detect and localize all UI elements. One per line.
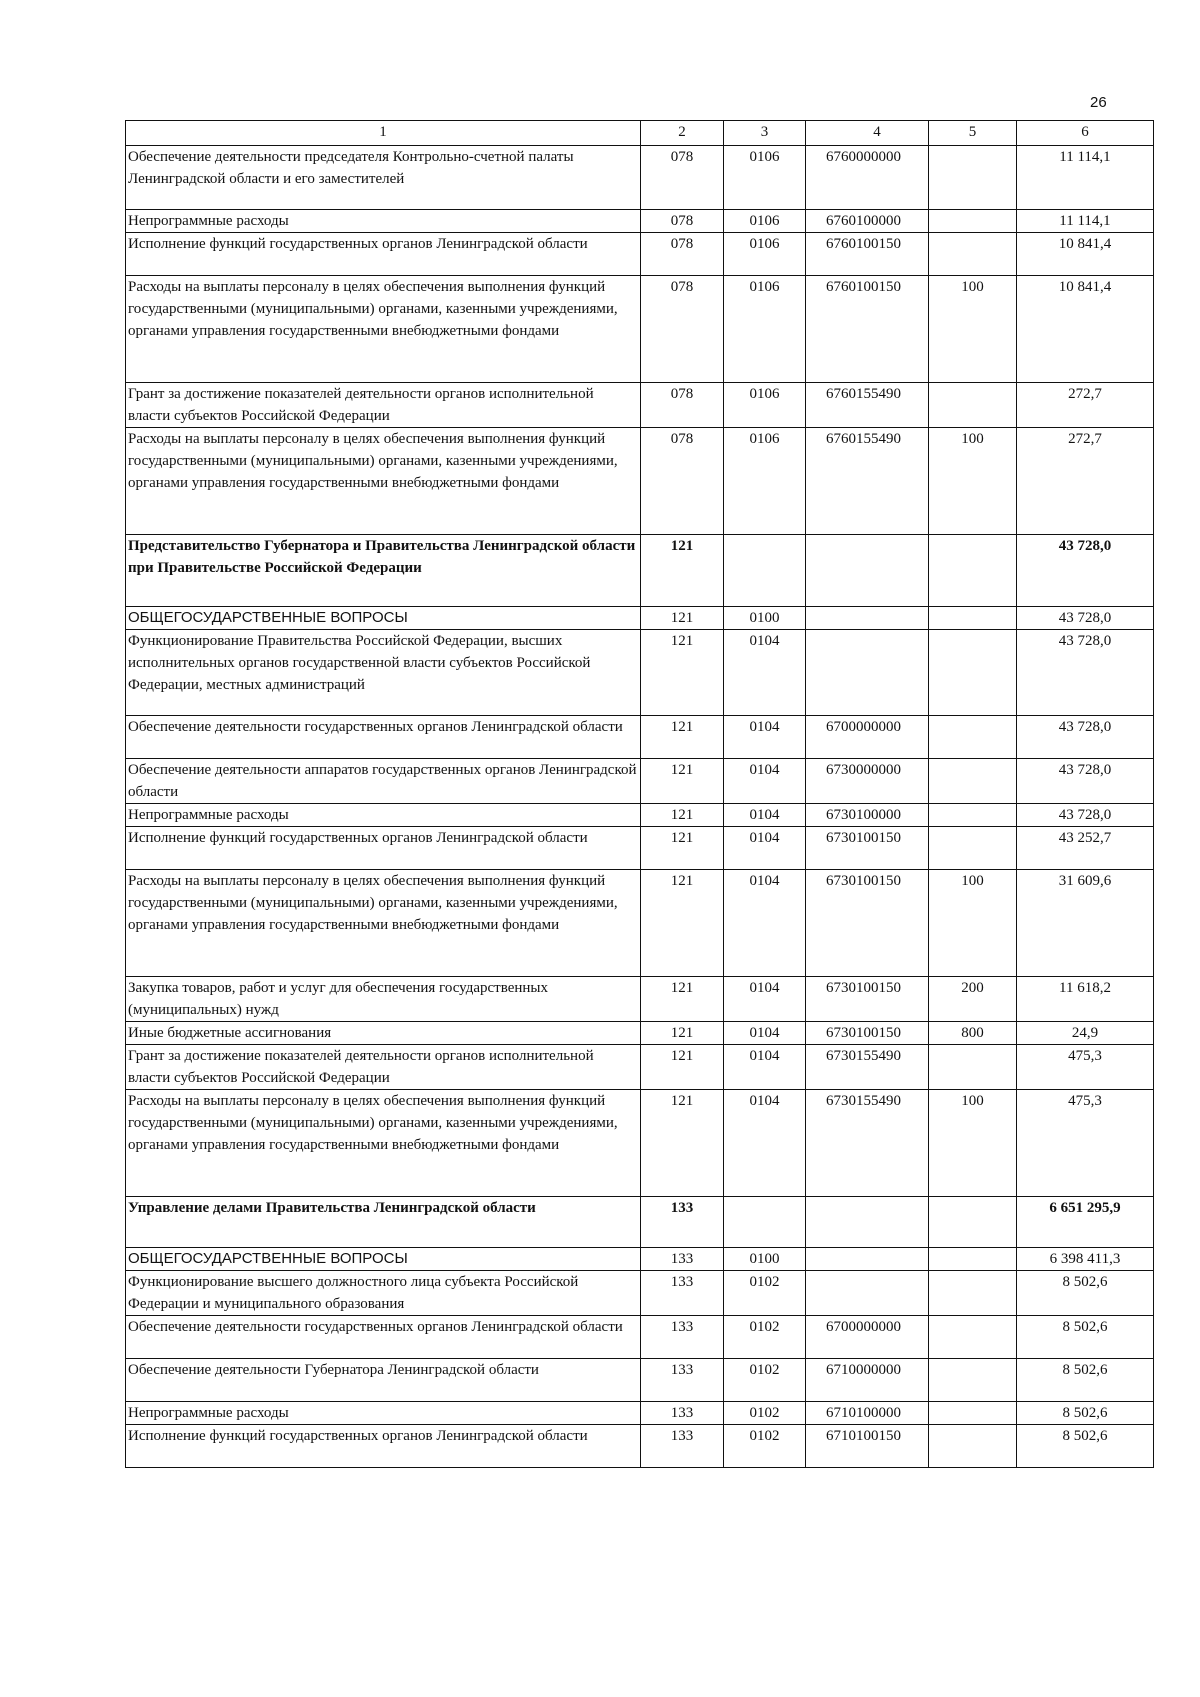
expense-type-code-cell [929,759,1017,804]
department-code-cell: 133 [641,1359,724,1402]
expense-type-code-cell: 100 [929,870,1017,977]
expense-type-code-cell [929,383,1017,428]
section-code-cell: 0104 [724,977,806,1022]
item-name-cell: Обеспечение деятельности аппаратов государственных органов Ленинградской области [126,759,641,804]
expense-type-code-cell [929,827,1017,870]
target-article-code-cell: 6710100150 [806,1425,929,1468]
table-row [126,233,1154,276]
amount-cell: 475,3 [1017,1045,1154,1090]
expense-type-code-cell: 100 [929,276,1017,383]
amount-cell: 11 114,1 [1017,210,1154,233]
expense-type-code-cell [929,1197,1017,1248]
header-row [126,121,1154,146]
budget-table [125,120,1154,1468]
expense-type-code-cell [929,1402,1017,1425]
amount-cell: 6 651 295,9 [1017,1197,1154,1248]
table-row [126,759,1154,804]
table-row [126,827,1154,870]
table-row [126,804,1154,827]
table-row [126,1359,1154,1402]
section-code-cell: 0106 [724,210,806,233]
department-code-cell: 078 [641,428,724,535]
target-article-code-cell: 6730100150 [806,977,929,1022]
header-cell: 1 [126,121,641,146]
item-name-cell: Обеспечение деятельности Губернатора Ленинградской области [126,1359,641,1402]
target-article-code-cell: 6760000000 [806,146,929,210]
target-article-code-cell [806,1271,929,1316]
expense-type-code-cell: 800 [929,1022,1017,1045]
section-code-cell: 0106 [724,276,806,383]
amount-cell: 10 841,4 [1017,233,1154,276]
page-number: 26 [1090,94,1107,111]
amount-cell: 10 841,4 [1017,276,1154,383]
department-code-cell: 121 [641,977,724,1022]
table-row [126,428,1154,535]
section-code-cell: 0102 [724,1359,806,1402]
target-article-code-cell [806,1248,929,1271]
department-code-cell: 078 [641,146,724,210]
expense-type-code-cell [929,1271,1017,1316]
item-name-cell: Непрограммные расходы [126,1402,641,1425]
item-name-cell: Грант за достижение показателей деятельности органов исполнительной власти субъектов Российской Федерации [126,1045,641,1090]
item-name-cell: Управление делами Правительства Ленинградской области [126,1197,641,1248]
section-code-cell: 0104 [724,827,806,870]
item-name-cell: Обеспечение деятельности государственных органов Ленинградской области [126,1316,641,1359]
table-row [126,977,1154,1022]
target-article-code-cell [806,535,929,607]
expense-type-code-cell: 200 [929,977,1017,1022]
header-cell: 5 [929,121,1017,146]
section-code-cell [724,1197,806,1248]
target-article-code-cell: 6710100000 [806,1402,929,1425]
item-name-cell: Функционирование Правительства Российской Федерации, высших исполнительных органов государственной власти субъектов Российской Федерации, местных администраций [126,630,641,716]
expense-type-code-cell [929,1425,1017,1468]
department-code-cell: 121 [641,870,724,977]
expense-type-code-cell [929,1045,1017,1090]
section-code-cell: 0106 [724,146,806,210]
item-name-cell: Закупка товаров, работ и услуг для обеспечения государственных (муниципальных) нужд [126,977,641,1022]
item-name-cell: Исполнение функций государственных органов Ленинградской области [126,1425,641,1468]
department-code-cell: 121 [641,535,724,607]
section-code-cell: 0102 [724,1425,806,1468]
amount-cell: 8 502,6 [1017,1425,1154,1468]
department-code-cell: 078 [641,233,724,276]
item-name-cell: Расходы на выплаты персоналу в целях обеспечения выполнения функций государственными (муниципальными) органами, казенными учреждениями, органами управления государственными внебюджетными фондами [126,276,641,383]
target-article-code-cell [806,1197,929,1248]
amount-cell: 43 728,0 [1017,804,1154,827]
target-article-code-cell: 6730100000 [806,804,929,827]
department-code-cell: 121 [641,1045,724,1090]
department-code-cell: 133 [641,1197,724,1248]
table-row [126,210,1154,233]
table-row [126,716,1154,759]
section-code-cell: 0104 [724,630,806,716]
item-name-cell: Непрограммные расходы [126,210,641,233]
amount-cell: 8 502,6 [1017,1316,1154,1359]
expense-type-code-cell [929,1316,1017,1359]
table-row [126,535,1154,607]
section-code-cell: 0104 [724,870,806,977]
target-article-code-cell: 6730100150 [806,1022,929,1045]
amount-cell: 272,7 [1017,428,1154,535]
item-name-cell: Обеспечение деятельности государственных органов Ленинградской области [126,716,641,759]
expense-type-code-cell [929,210,1017,233]
expense-type-code-cell [929,535,1017,607]
section-code-cell: 0102 [724,1316,806,1359]
target-article-code-cell: 6730155490 [806,1090,929,1197]
target-article-code-cell: 6760155490 [806,428,929,535]
table-row [126,1271,1154,1316]
amount-cell: 43 728,0 [1017,716,1154,759]
section-code-cell: 0102 [724,1402,806,1425]
amount-cell: 8 502,6 [1017,1271,1154,1316]
expense-type-code-cell: 100 [929,1090,1017,1197]
department-code-cell: 133 [641,1425,724,1468]
table-row [126,1248,1154,1271]
target-article-code-cell: 6730100150 [806,827,929,870]
expense-type-code-cell [929,1359,1017,1402]
expense-type-code-cell [929,804,1017,827]
department-code-cell: 121 [641,804,724,827]
amount-cell: 8 502,6 [1017,1402,1154,1425]
table-row [126,1425,1154,1468]
header-cell: 4 [806,121,929,146]
item-name-cell: Грант за достижение показателей деятельности органов исполнительной власти субъектов Российской Федерации [126,383,641,428]
target-article-code-cell: 6700000000 [806,1316,929,1359]
section-code-cell: 0100 [724,1248,806,1271]
department-code-cell: 121 [641,607,724,630]
target-article-code-cell: 6730000000 [806,759,929,804]
section-code-cell: 0106 [724,428,806,535]
amount-cell: 43 728,0 [1017,630,1154,716]
section-code-cell: 0106 [724,233,806,276]
expense-type-code-cell [929,146,1017,210]
amount-cell: 6 398 411,3 [1017,1248,1154,1271]
target-article-code-cell: 6760100150 [806,233,929,276]
amount-cell: 11 114,1 [1017,146,1154,210]
item-name-cell: Расходы на выплаты персоналу в целях обеспечения выполнения функций государственными (муниципальными) органами, казенными учреждениями, органами управления государственными внебюджетными фондами [126,428,641,535]
section-code-cell: 0104 [724,716,806,759]
table-row [126,1022,1154,1045]
amount-cell: 11 618,2 [1017,977,1154,1022]
target-article-code-cell: 6710000000 [806,1359,929,1402]
item-name-cell: Представительство Губернатора и Правительства Ленинградской области при Правительстве Российской Федерации [126,535,641,607]
table-row [126,1045,1154,1090]
item-name-cell: Расходы на выплаты персоналу в целях обеспечения выполнения функций государственными (муниципальными) органами, казенными учреждениями, органами управления государственными внебюджетными фондами [126,1090,641,1197]
table-row [126,383,1154,428]
target-article-code-cell: 6700000000 [806,716,929,759]
target-article-code-cell: 6760100000 [806,210,929,233]
section-code-cell: 0104 [724,1022,806,1045]
target-article-code-cell [806,607,929,630]
item-name-cell: ОБЩЕГОСУДАРСТВЕННЫЕ ВОПРОСЫ [126,1248,641,1271]
table-row [126,607,1154,630]
section-code-cell: 0102 [724,1271,806,1316]
table-row [126,1402,1154,1425]
target-article-code-cell: 6760100150 [806,276,929,383]
department-code-cell: 133 [641,1402,724,1425]
amount-cell: 24,9 [1017,1022,1154,1045]
header-cell: 3 [724,121,806,146]
item-name-cell: Исполнение функций государственных органов Ленинградской области [126,233,641,276]
section-code-cell: 0104 [724,1045,806,1090]
expense-type-code-cell [929,630,1017,716]
table-row [126,870,1154,977]
department-code-cell: 121 [641,759,724,804]
amount-cell: 475,3 [1017,1090,1154,1197]
table-row [126,1197,1154,1248]
item-name-cell: Обеспечение деятельности председателя Контрольно-счетной палаты Ленинградской области и его заместителей [126,146,641,210]
department-code-cell: 133 [641,1271,724,1316]
expense-type-code-cell [929,1248,1017,1271]
target-article-code-cell: 6730100150 [806,870,929,977]
section-code-cell: 0104 [724,1090,806,1197]
table-row [126,630,1154,716]
header-cell: 6 [1017,121,1154,146]
target-article-code-cell [806,630,929,716]
expense-type-code-cell [929,233,1017,276]
section-code-cell: 0104 [724,804,806,827]
department-code-cell: 078 [641,210,724,233]
department-code-cell: 121 [641,716,724,759]
department-code-cell: 133 [641,1316,724,1359]
target-article-code-cell: 6730155490 [806,1045,929,1090]
table-row [126,276,1154,383]
department-code-cell: 133 [641,1248,724,1271]
table-row [126,146,1154,210]
amount-cell: 43 728,0 [1017,759,1154,804]
amount-cell: 43 252,7 [1017,827,1154,870]
header-cell: 2 [641,121,724,146]
section-code-cell [724,535,806,607]
target-article-code-cell: 6760155490 [806,383,929,428]
expense-type-code-cell [929,716,1017,759]
item-name-cell: Непрограммные расходы [126,804,641,827]
amount-cell: 272,7 [1017,383,1154,428]
amount-cell: 43 728,0 [1017,535,1154,607]
department-code-cell: 121 [641,1022,724,1045]
item-name-cell: Функционирование высшего должностного лица субъекта Российской Федерации и муниципального образования [126,1271,641,1316]
item-name-cell: Иные бюджетные ассигнования [126,1022,641,1045]
department-code-cell: 121 [641,630,724,716]
amount-cell: 8 502,6 [1017,1359,1154,1402]
expense-type-code-cell: 100 [929,428,1017,535]
department-code-cell: 078 [641,276,724,383]
expense-type-code-cell [929,607,1017,630]
table-row [126,1090,1154,1197]
item-name-cell: Расходы на выплаты персоналу в целях обеспечения выполнения функций государственными (муниципальными) органами, казенными учреждениями, органами управления государственными внебюджетными фондами [126,870,641,977]
section-code-cell: 0100 [724,607,806,630]
item-name-cell: ОБЩЕГОСУДАРСТВЕННЫЕ ВОПРОСЫ [126,607,641,630]
department-code-cell: 121 [641,1090,724,1197]
section-code-cell: 0104 [724,759,806,804]
amount-cell: 31 609,6 [1017,870,1154,977]
section-code-cell: 0106 [724,383,806,428]
item-name-cell: Исполнение функций государственных органов Ленинградской области [126,827,641,870]
table-row [126,1316,1154,1359]
amount-cell: 43 728,0 [1017,607,1154,630]
department-code-cell: 121 [641,827,724,870]
department-code-cell: 078 [641,383,724,428]
